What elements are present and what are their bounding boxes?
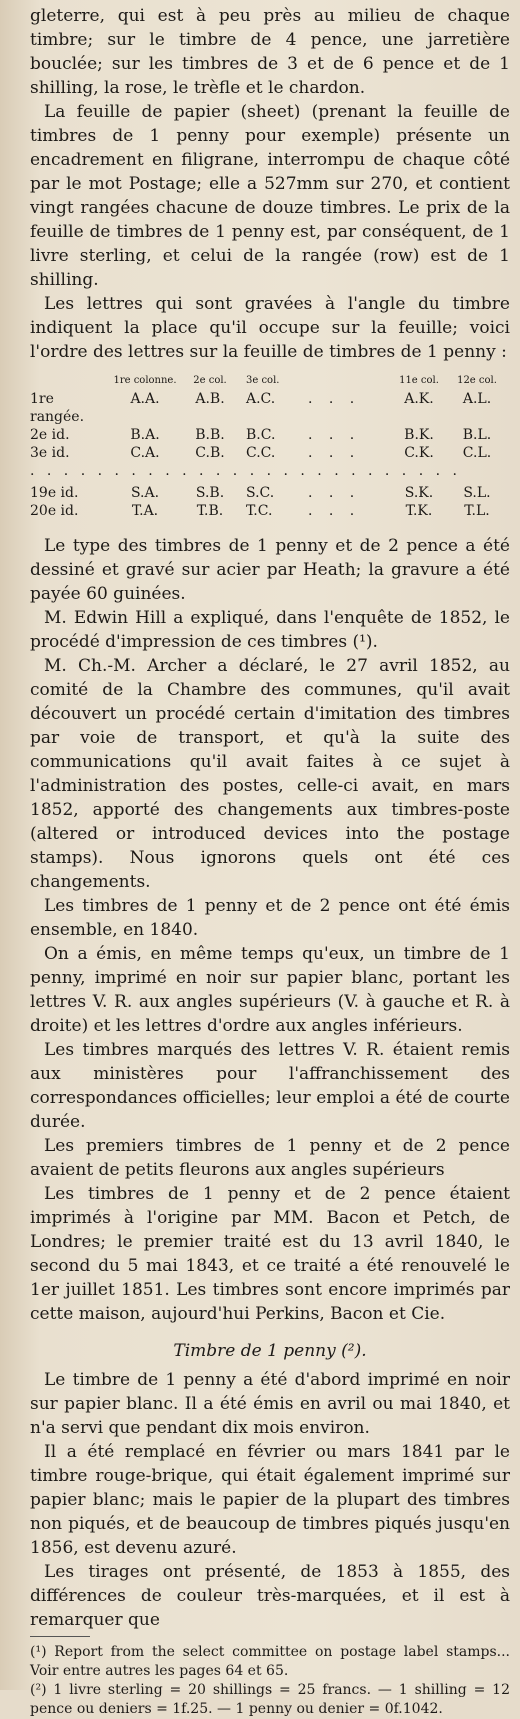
table-cell: C.A.	[130, 445, 160, 461]
table-cell: T.K.	[405, 503, 433, 519]
table-cell: B.K.	[404, 427, 434, 443]
row-label: 1re rangée.	[30, 391, 85, 425]
paragraph: gleterre, qui est à peu près au milieu de chaque timbre; sur le timbre de 4 pence, une jarretière bouclée; sur les timbres de 3 et de 6 pence et de 1 shilling, la rose, le trèfle et le chardon.	[30, 6, 510, 98]
table-header: 11e col.	[399, 375, 439, 386]
table-cell: A.L.	[462, 391, 492, 407]
table-row	[30, 444, 510, 462]
table-cell: A.B.	[195, 391, 225, 407]
table-cell: S.L.	[463, 485, 491, 501]
paragraph: Le type des timbres de 1 penny et de 2 pence a été dessiné et gravé sur acier par Heath; la gravure a été payée 60 guinées.	[30, 536, 510, 604]
table-ellipsis-row: . . . . . . . . . . . . . . . . . . . . . . . . . .	[30, 463, 461, 479]
paragraph: M. Ch.-M. Archer a déclaré, le 27 avril 1852, au comité de la Chambre des communes, qu'il avait découvert un procédé certain d'imitation des timbres par voie de transport, et qu'à la suite des communications qu'il avait faites à ce sujet à l'administration des postes, celle-ci avait, en mars 1852, apporté des changements aux timbres-poste (altered or introduced devices into the postage stamps). Nous ignorons quels ont été ces changements.	[30, 656, 510, 892]
paragraph: Les timbres de 1 penny et de 2 pence étaient imprimés à l'origine par MM. Bacon et Petch, de Londres; le premier traité est du 13 avril 1840, le second du 5 mai 1843, et ce traité a été renouvelé le 1er juillet 1851. Les timbres sont encore imprimés par cette maison, aujourd'hui Perkins, Bacon et Cie.	[30, 1184, 510, 1324]
paragraph: Les lettres qui sont gravées à l'angle du timbre indiquent la place qu'il occupe sur la feuille; voici l'ordre des lettres sur la feuille de timbres de 1 penny :	[30, 294, 510, 362]
table-cell: S.C.	[246, 485, 275, 501]
row-label: 2e id.	[30, 427, 70, 443]
table-dots: . . .	[308, 503, 361, 519]
row-label: 3e id.	[30, 445, 70, 461]
table-cell: B.L.	[462, 427, 492, 443]
table-dots: . . .	[308, 485, 361, 501]
table-header: 12e col.	[457, 375, 497, 386]
table-dots: . . .	[308, 427, 361, 443]
table-cell: A.K.	[404, 391, 434, 407]
footnote: (¹) Report from the select committee on postage label stamps... Voir entre autres les pages 64 et 65.	[30, 1644, 510, 1679]
table-cell: A.A.	[130, 391, 160, 407]
row-label: 20e id.	[30, 503, 79, 519]
footnote-divider	[30, 1636, 90, 1637]
table-cell: T.C.	[246, 503, 273, 519]
table-cell: C.C.	[246, 445, 276, 461]
table-cell: S.B.	[195, 485, 225, 501]
table-cell: T.A.	[131, 503, 159, 519]
table-cell: C.B.	[195, 445, 225, 461]
paragraph: Il a été remplacé en février ou mars 1841 par le timbre rouge-brique, qui était également imprimé sur papier blanc; mais le papier de la plupart des timbres non piqués, et de beaucoup de timbres piqués jusqu'en 1856, est devenu azuré.	[30, 1442, 510, 1558]
table-dots: . . .	[308, 391, 361, 407]
table-header-row	[30, 372, 510, 390]
table-header: 1re colonne.	[113, 375, 177, 386]
table-row	[30, 390, 510, 426]
table-cell: T.B.	[196, 503, 224, 519]
table-cell: S.K.	[404, 485, 434, 501]
paragraph: Les timbres de 1 penny et de 2 pence ont été émis ensemble, en 1840.	[30, 896, 510, 940]
footnote: (²) 1 livre sterling = 20 shillings = 25 francs. — 1 shilling = 12 pence ou deniers = 1f.25. — 1 penny ou denier = 0f.1042.	[30, 1682, 510, 1717]
table-row	[30, 484, 510, 502]
table-cell: C.L.	[462, 445, 492, 461]
table-cell: B.B.	[195, 427, 225, 443]
table-header: 3e col.	[246, 375, 280, 386]
table-cell: B.C.	[246, 427, 276, 443]
letter-order-table	[30, 372, 510, 520]
paragraph: Le timbre de 1 penny a été d'abord imprimé en noir sur papier blanc. Il a été émis en avril ou mai 1840, et n'a servi que pendant dix mois environ.	[30, 1370, 510, 1438]
paragraph: Les premiers timbres de 1 penny et de 2 pence avaient de petits fleurons aux angles supérieurs	[30, 1136, 510, 1180]
table-cell: A.C.	[246, 391, 276, 407]
table-cell: C.K.	[404, 445, 434, 461]
paragraph: Les tirages ont présenté, de 1853 à 1855, des différences de couleur très-marquées, et il est à remarquer que	[30, 1562, 510, 1630]
paragraph: On a émis, en même temps qu'eux, un timbre de 1 penny, imprimé en noir sur papier blanc, portant les lettres V. R. aux angles supérieurs (V. à gauche et R. à droite) et les lettres d'ordre aux angles inférieurs.	[30, 944, 510, 1036]
paragraph: Les timbres marqués des lettres V. R. étaient remis aux ministères pour l'affranchissement des correspondances officielles; leur emploi a été de courte durée.	[30, 1040, 510, 1132]
table-dots: . . .	[308, 445, 361, 461]
table-row	[30, 502, 510, 520]
table-row	[30, 426, 510, 444]
table-cell: T.L.	[464, 503, 490, 519]
table-cell: B.A.	[130, 427, 160, 443]
table-cell: S.A.	[130, 485, 160, 501]
table-header: 2e col.	[193, 375, 227, 386]
section-heading: Timbre de 1 penny (²).	[173, 1341, 367, 1361]
row-label: 19e id.	[30, 485, 79, 501]
paragraph: M. Edwin Hill a expliqué, dans l'enquête de 1852, le procédé d'impression de ces timbres (¹).	[30, 608, 510, 652]
paragraph: La feuille de papier (sheet) (prenant la feuille de timbres de 1 penny pour exemple) présente un encadrement en filigrane, interrompu de chaque côté par le mot Postage; elle a 527mm sur 270, et contient vingt rangées chacune de douze timbres. Le prix de la feuille de timbres de 1 penny est, par conséquent, de 1 livre sterling, et celui de la rangée (row) est de 1 shilling.	[30, 102, 510, 290]
